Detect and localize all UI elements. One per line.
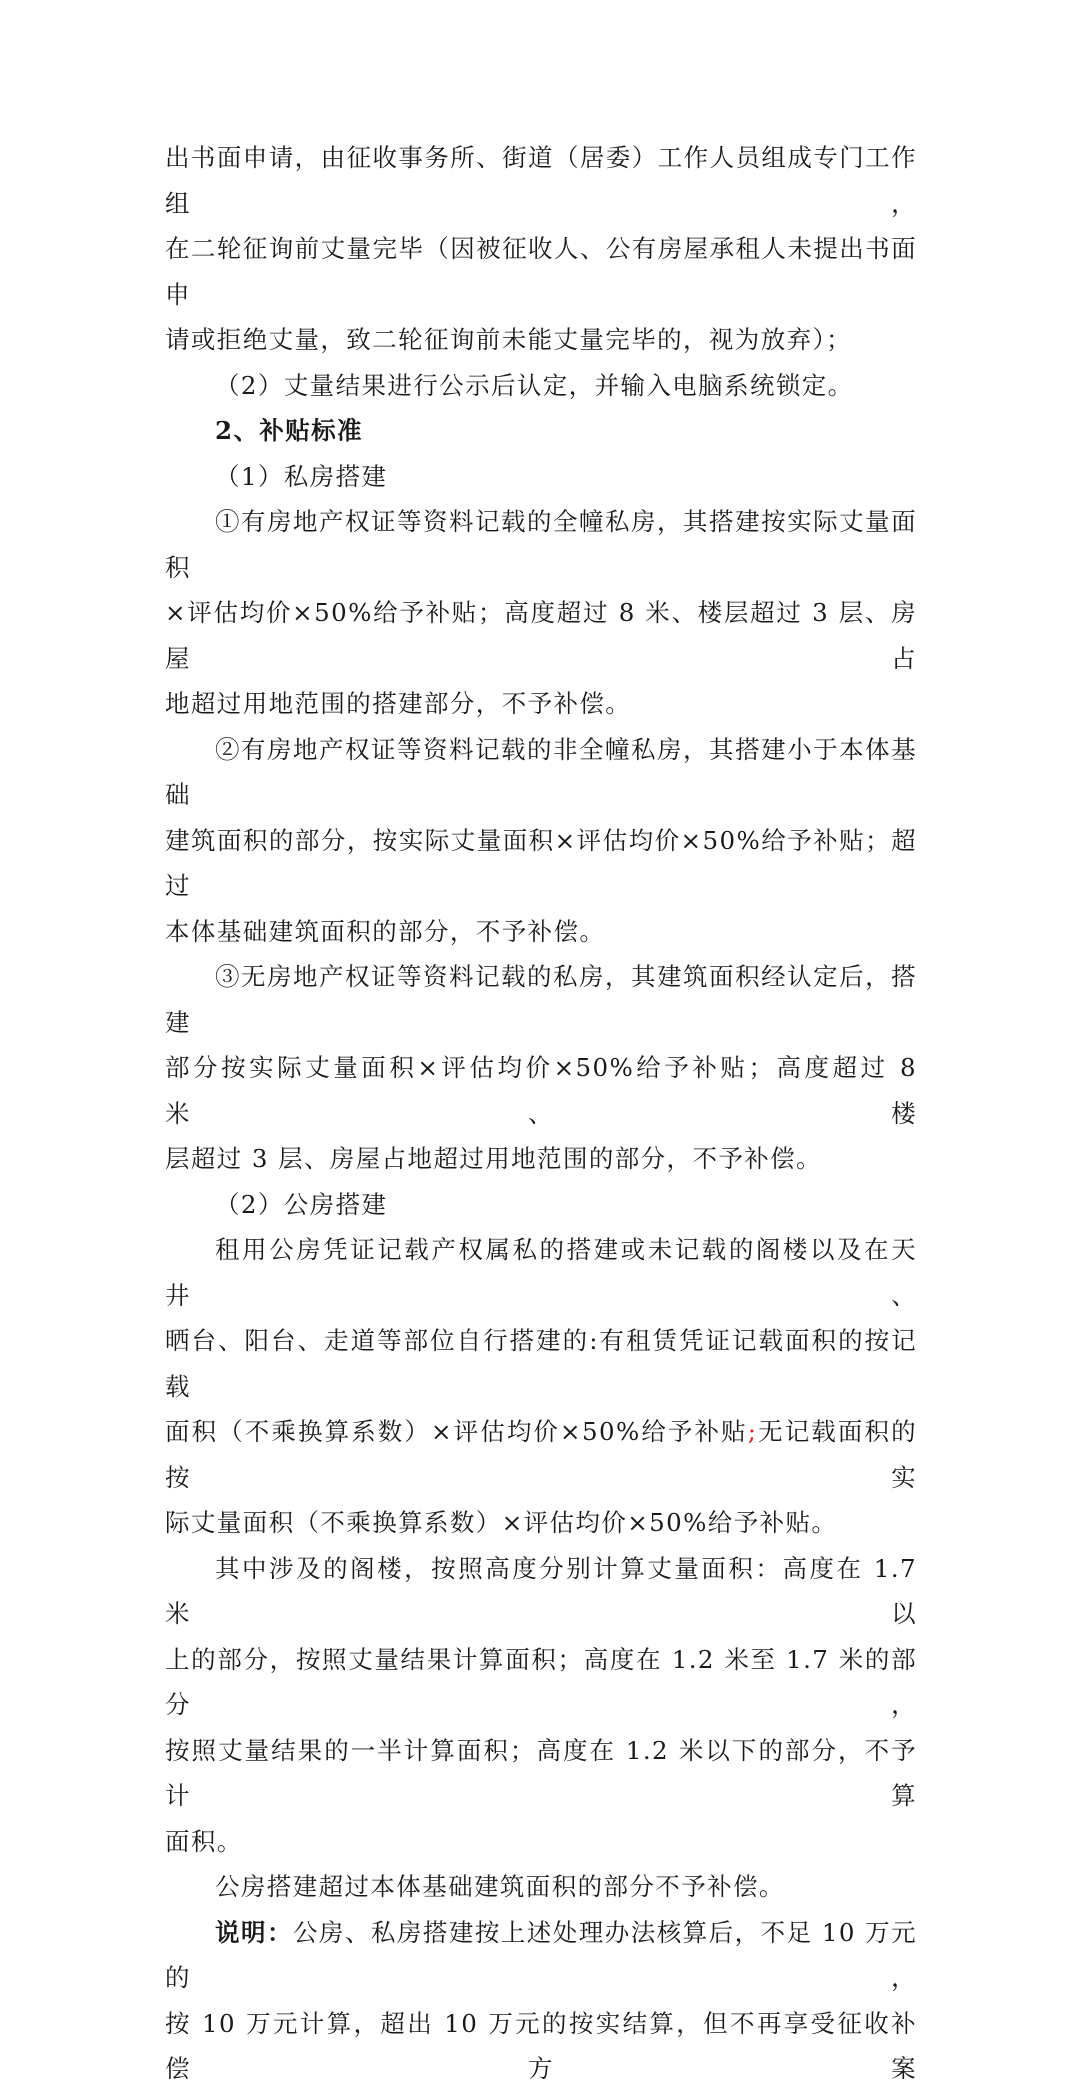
body-line: 出书面申请，由征收事务所、街道（居委）工作人员组成专门工作组， — [165, 143, 917, 218]
body-line: ×评估均价×50%给予补贴；高度超过 8 米、楼层超过 3 层、房屋占 — [165, 598, 917, 673]
body-text: 无记载面积的按实 — [165, 1417, 917, 1492]
body-text: 面积（不乘换算系数）×评估均价×50%给予补贴 — [165, 1417, 748, 1446]
body-line: 面积。 — [165, 1826, 243, 1856]
body-line: 其中涉及的阁楼，按照高度分别计算丈量面积：高度在 1.7 米以 — [165, 1553, 917, 1628]
body-line: 建筑面积的部分，按实际丈量面积×评估均价×50%给予补贴；超过 — [165, 825, 917, 900]
body-line: 请或拒绝丈量，致二轮征询前未能丈量完毕的，视为放弃）； — [165, 325, 853, 354]
body-line: 地超过用地范围的搭建部分，不予补偿。 — [165, 689, 632, 718]
body-text: 公房、私房搭建按上述处理办法核算后，不足 10 万元的， — [165, 1917, 917, 1992]
body-line: 租用公房凭证记载产权属私的搭建或未记载的阁楼以及在天井、 — [165, 1235, 917, 1310]
note-line — [165, 1910, 917, 2001]
body-line: 部分按实际丈量面积×评估均价×50%给予补贴；高度超过 8 米、楼 — [165, 1053, 917, 1128]
body-line: ①有房地产权证等资料记载的全幢私房，其搭建按实际丈量面积 — [165, 507, 917, 582]
body-line: ③无房地产权证等资料记载的私房，其建筑面积经认定后，搭建 — [165, 962, 917, 1037]
body-line: 按 10 万元计算，超出 10 万元的按实结算，但不再享受征收补偿方案 — [165, 2008, 917, 2083]
section-heading: 2、补贴标准 — [215, 416, 363, 445]
body-line: ②有房地产权证等资料记载的非全幢私房，其搭建小于本体基础 — [165, 734, 917, 809]
body-line: 上的部分，按照丈量结果计算面积；高度在 1.2 米至 1.7 米的部分， — [165, 1644, 917, 1719]
body-line — [165, 1409, 917, 1500]
subsection-heading: （2）公房搭建 — [215, 1189, 388, 1219]
body-line: 在二轮征询前丈量完毕（因被征收人、公有房屋承租人未提出书面申 — [165, 234, 917, 309]
red-semicolon: ; — [747, 1417, 758, 1446]
note-label: 说明： — [215, 1917, 293, 1947]
body-line: 际丈量面积（不乘换算系数）×评估均价×50%给予补贴。 — [165, 1508, 838, 1537]
body-line: 本体基础建筑面积的部分，不予补偿。 — [165, 916, 606, 946]
subsection-heading: （1）私房搭建 — [215, 461, 388, 491]
body-line: 公房搭建超过本体基础建筑面积的部分不予补偿。 — [215, 1872, 785, 1901]
body-line: 层超过 3 层、房屋占地超过用地范围的部分，不予补偿。 — [165, 1144, 822, 1173]
document-page — [165, 135, 917, 2092]
body-line: （2）丈量结果进行公示后认定，并输入电脑系统锁定。 — [215, 370, 854, 400]
body-line: 按照丈量结果的一半计算面积；高度在 1.2 米以下的部分，不予计算 — [165, 1735, 917, 1810]
body-line: 晒台、阳台、走道等部位自行搭建的:有租赁凭证记载面积的按记载 — [165, 1326, 917, 1401]
